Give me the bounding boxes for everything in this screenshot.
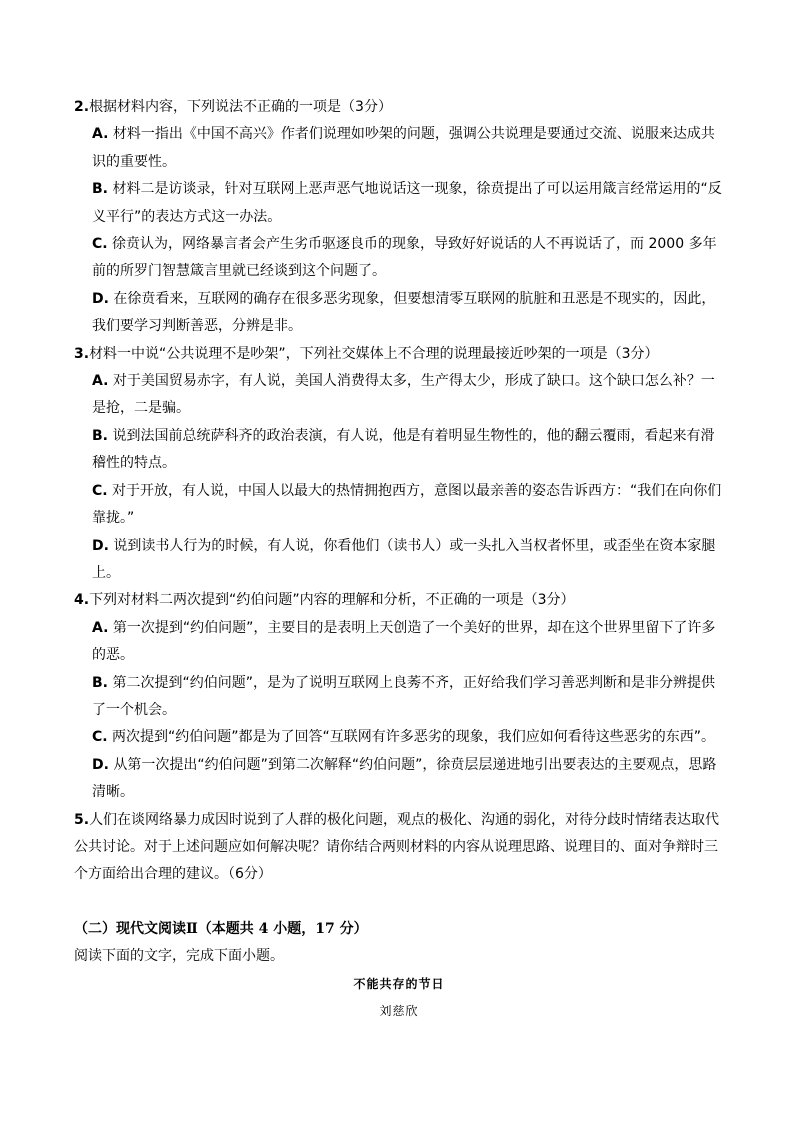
- option-a: [74, 121, 724, 176]
- question-text: 人们在谈网络暴力成因时说到了人群的极化问题，观点的极化、沟通的弱化，对待分歧时情绪表达取代公共讨论。对于上述问题应如何解决呢？请你结合两则材料的内容从说理思路、说理目的、面对争辩时三个方面给出合理的建议。（6分）: [74, 811, 720, 883]
- option-letter: A.: [92, 619, 109, 636]
- option-letter: B.: [92, 181, 108, 198]
- section-instruction: 阅读下面的文字，完成下面小题。: [74, 948, 284, 965]
- question-text: 根据材料内容，下列说法不正确的一项是（3分）: [89, 99, 392, 115]
- question-stem: [74, 94, 724, 121]
- option-text: 对于美国贸易赤字，有人说，美国人消费得太多，生产得太少，形成了缺口。这个缺口怎么补？一是抢，二是骗。: [92, 373, 715, 417]
- option-text: 说到读书人行为的时候，有人说，你看他们（读书人）或一头扎入当权者怀里，或歪坐在资本家腿上。: [92, 537, 716, 581]
- question-number: 2.: [74, 99, 90, 115]
- option-text: 第一次提到“约伯问题”，主要目的是表明上天创造了一个美好的世界，却在这个世界里留下了许多的恶。: [92, 619, 716, 664]
- option-d: [74, 286, 724, 341]
- option-text: 在徐贲看来，互联网的确存在很多恶劣现象，但要想清零互联网的肮脏和丑恶是不现实的，因此，我们要学习判断善恶，分辨是非。: [92, 290, 716, 335]
- option-c: [74, 724, 724, 751]
- option-letter: D.: [92, 290, 109, 307]
- question-number: 4.: [74, 592, 90, 609]
- option-b: [74, 423, 724, 478]
- option-letter: B.: [92, 674, 108, 691]
- option-b: [74, 176, 724, 231]
- option-text: 第二次提到“约伯问题”，是为了说明互联网上良莠不齐，正好给我们学习善恶判断和是非分辨提供了一个机会。: [92, 674, 715, 718]
- option-b: [74, 670, 724, 725]
- question-number: 5.: [74, 811, 90, 828]
- option-a: [74, 368, 724, 423]
- option-letter: D.: [92, 537, 109, 554]
- option-text: 两次提到“约伯问题”都是为了回答“互联网有许多恶劣的现象，我们应如何看待这些恶劣的东西”。: [112, 729, 716, 746]
- article-author: 刘慈欣: [379, 1004, 419, 1018]
- question-number: 3.: [74, 345, 90, 362]
- option-d: [74, 533, 724, 588]
- section-spacer: [74, 889, 724, 916]
- question-5: [74, 807, 724, 889]
- section-heading: （二）现代文阅读Ⅱ（本题共 4 小题，17 分）: [74, 920, 368, 937]
- option-c: [74, 478, 724, 533]
- question-text: 材料一中说“公共说理不是吵架”，下列社交媒体上不合理的说理最接近吵架的一项是（3分）: [89, 345, 659, 362]
- article-title: 不能共存的节日: [353, 976, 445, 991]
- option-text: 徐贲认为，网络暴言者会产生劣币驱逐良币的现象，导致好好说话的人不再说话了，而 2000 多年前的所罗门智慧箴言里就已经谈到这个问题了。: [92, 236, 717, 280]
- option-text: 材料二是访谈录，针对互联网上恶声恶气地说话这一现象，徐贲提出了可以运用箴言经常运用的“反义平行”的表达方式这一办法。: [92, 181, 722, 225]
- option-text: 说到法国前总统萨科齐的政治表演，有人说，他是有着明显生物性的，他的翻云覆雨，看起来有滑稽性的特点。: [92, 427, 715, 472]
- question-4: [74, 587, 724, 806]
- option-letter: D.: [92, 756, 109, 773]
- question-3: [74, 341, 724, 588]
- question-stem: [74, 341, 724, 368]
- option-letter: C.: [92, 482, 108, 499]
- exam-content: [74, 94, 724, 1025]
- option-d: [74, 752, 724, 807]
- option-letter: C.: [92, 729, 108, 746]
- option-letter: C.: [92, 236, 108, 253]
- option-letter: A.: [92, 373, 109, 390]
- question-text: 下列对材料二两次提到“约伯问题”内容的理解和分析，不正确的一项是（3分）: [89, 592, 575, 609]
- option-letter: A.: [92, 126, 109, 143]
- option-text: 对于开放，有人说，中国人以最大的热情拥抱西方，意图以最亲善的姿态告诉西方：“我们在向你们靠拢。”: [92, 482, 722, 527]
- option-a: [74, 615, 724, 670]
- option-letter: B.: [92, 427, 108, 444]
- question-2: [74, 94, 724, 341]
- option-text: 材料一指出《中国不高兴》作者们说理如吵架的问题，强调公共说理是要通过交流、说服来达成共识的重要性。: [92, 126, 715, 170]
- option-text: 从第一次提出“约伯问题”到第二次解释“约伯问题”，徐贲层层递进地引出要表达的主要观点，思路清晰。: [92, 756, 717, 801]
- option-c: [74, 231, 724, 286]
- question-stem: [74, 587, 724, 614]
